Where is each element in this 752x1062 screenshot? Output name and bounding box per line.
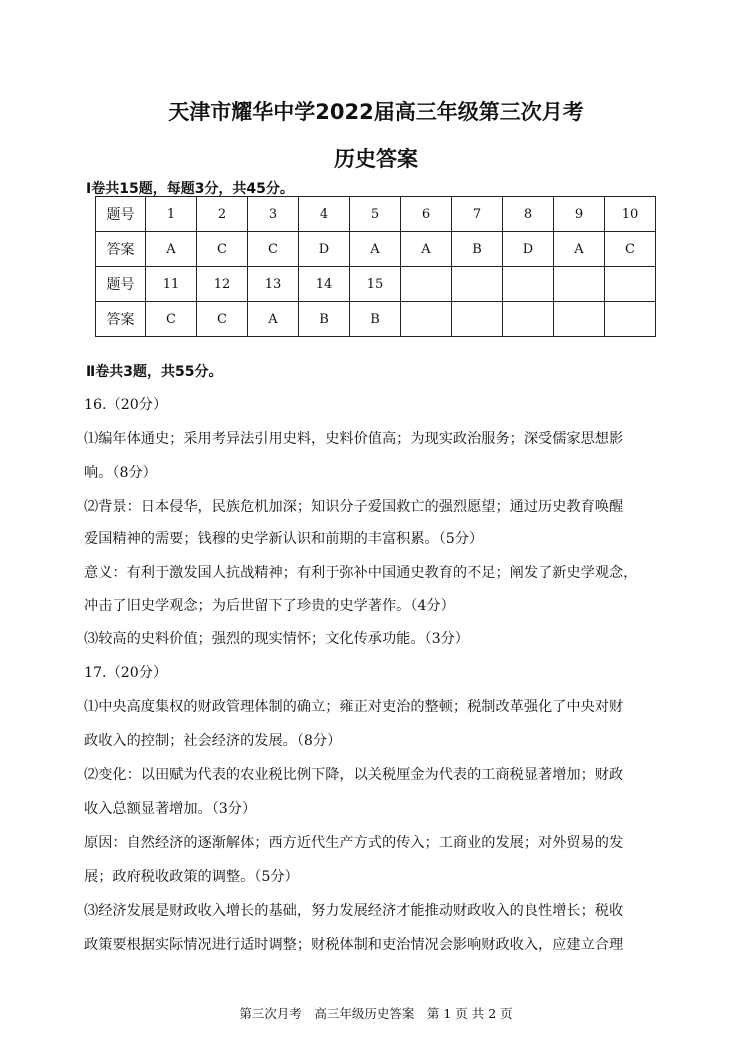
table-cell: D (503, 232, 554, 267)
page-footer: 第三次月考 高三年级历史答案 第 1 页 共 2 页 (239, 1006, 513, 1021)
table-cell: B (299, 302, 350, 337)
text-line: ⑶较高的史料价值；强烈的现实情怀；文化传承功能。（3分） (84, 631, 469, 647)
table-cell: 10 (605, 197, 656, 232)
text-line: ⑶经济发展是财政收入增长的基础，努力发展经济才能推动财政收入的良性增长；税收 (84, 903, 624, 919)
text-line: 爱国精神的需要；钱穆的史学新认识和前期的丰富积累。（5分） (84, 531, 484, 547)
table-cell: A (401, 232, 452, 267)
table-cell: 9 (554, 197, 605, 232)
table-cell: A (554, 232, 605, 267)
text-line: 17.（20分） (84, 665, 168, 681)
table-cell: 5 (350, 197, 401, 232)
table-cell: A (248, 302, 299, 337)
table-cell (401, 267, 452, 302)
table-cell: C (248, 232, 299, 267)
table-cell: A (146, 232, 197, 267)
section-1-heading: Ⅰ卷共15题，每题3分，共45分。 (86, 181, 294, 197)
text-line: 意义：有利于激发国人抗战精神；有利于弥补中国通史教育的不足；阐发了新史学观念， (84, 565, 638, 581)
table-cell (503, 302, 554, 337)
table-cell: 12 (197, 267, 248, 302)
table-cell (605, 267, 656, 302)
table-row-header: 题号 (96, 197, 146, 232)
table-cell: 1 (146, 197, 197, 232)
text-line: ⑴编年体通史；采用考异法引用史料，史料价值高；为现实政治服务；深受儒家思想影 (84, 431, 624, 447)
table-cell: 11 (146, 267, 197, 302)
text-line: ⑵背景：日本侵华，民族危机加深；知识分子爱国救亡的强烈愿望；通过历史教育唤醒 (84, 499, 624, 515)
table-cell (605, 302, 656, 337)
table-cell: D (299, 232, 350, 267)
table-cell: C (197, 302, 248, 337)
text-line: 响。（8分） (84, 465, 157, 481)
text-line: 政收入的控制；社会经济的发展。（8分） (84, 733, 342, 749)
document-subtitle: 历史答案 (334, 147, 418, 171)
table-cell: C (605, 232, 656, 267)
table-cell (401, 302, 452, 337)
table-cell: 7 (452, 197, 503, 232)
table-cell: 2 (197, 197, 248, 232)
table-cell (452, 267, 503, 302)
document-title: 天津市耀华中学2022届高三年级第三次月考 (168, 100, 584, 124)
table-cell (452, 302, 503, 337)
table-row (96, 267, 656, 302)
table-cell (554, 267, 605, 302)
table-cell (554, 302, 605, 337)
table-row (96, 302, 656, 337)
text-line: 政策要根据实际情况进行适时调整；财税体制和吏治情况会影响财政收入，应建立合理 (84, 937, 624, 953)
table-cell: B (452, 232, 503, 267)
table-cell: 6 (401, 197, 452, 232)
table-cell: C (197, 232, 248, 267)
table-row-header: 题号 (96, 267, 146, 302)
table-row (96, 232, 656, 267)
text-line: 收入总额显著增加。（3分） (84, 801, 257, 817)
table-row-header: 答案 (96, 232, 146, 267)
table-cell: 8 (503, 197, 554, 232)
table-cell: 14 (299, 267, 350, 302)
text-line: 16.（20分） (84, 397, 168, 413)
table-cell: 3 (248, 197, 299, 232)
text-line: ⑵变化：以田赋为代表的农业税比例下降，以关税厘金为代表的工商税显著增加；财政 (84, 767, 624, 783)
text-line: 原因：自然经济的逐渐解体；西方近代生产方式的传入；工商业的发展；对外贸易的发 (84, 835, 624, 851)
table-cell: B (350, 302, 401, 337)
table-cell: 15 (350, 267, 401, 302)
table-cell: 13 (248, 267, 299, 302)
table-cell: C (146, 302, 197, 337)
table-cell: 4 (299, 197, 350, 232)
table-row (96, 197, 656, 232)
table-cell: A (350, 232, 401, 267)
section-2-heading: Ⅱ卷共3题，共55分。 (86, 364, 223, 380)
text-line: ⑴中央高度集权的财政管理体制的确立；雍正对吏治的整顿；税制改革强化了中央对财 (84, 699, 624, 715)
answer-table (95, 196, 656, 337)
text-line: 冲击了旧史学观念；为后世留下了珍贵的史学著作。（4分） (84, 598, 455, 614)
text-line: 展；政府税收政策的调整。（5分） (84, 869, 299, 885)
table-row-header: 答案 (96, 302, 146, 337)
table-cell (503, 267, 554, 302)
